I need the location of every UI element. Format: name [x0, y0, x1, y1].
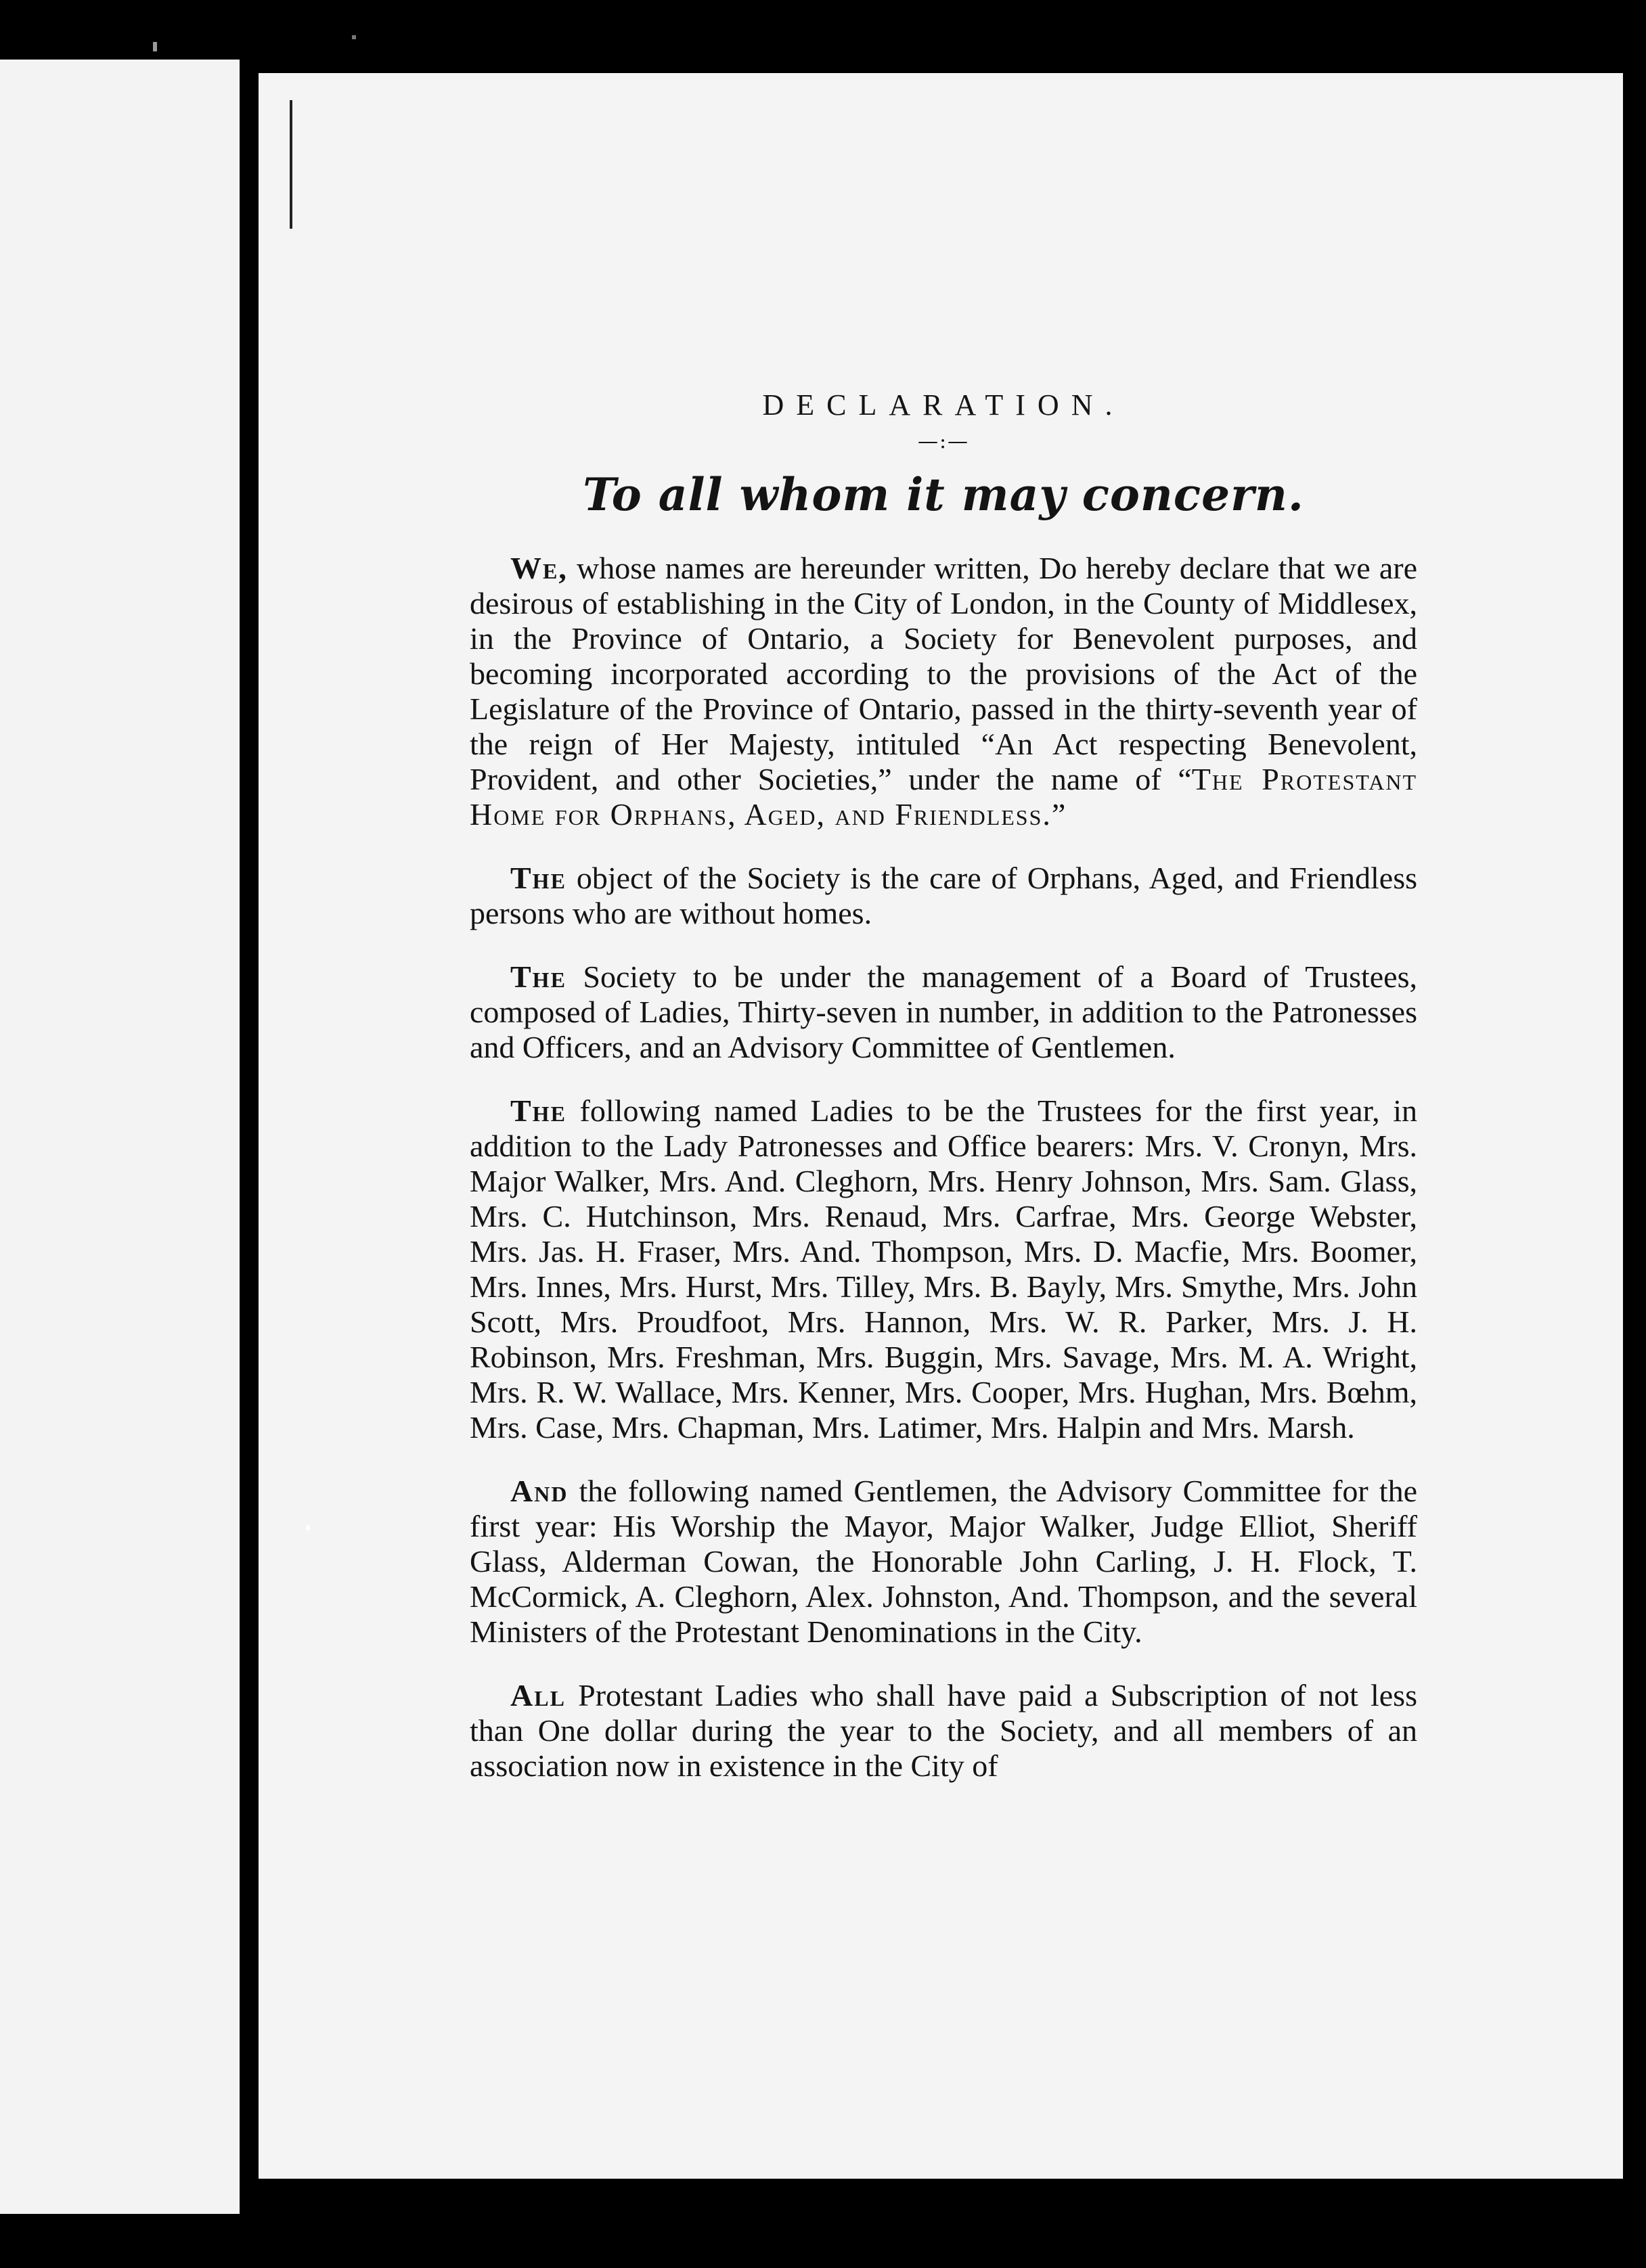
paragraph-object: [470, 861, 1417, 931]
paragraph-text: whose names are hereunder written, Do hereby declare that we are desirous of establishing in the City of London, in the County of Middlesex, in the Province of Ontario, a Society for Benevolent purposes, and becoming incorporated according to the provisions of the Act of the Legislature of the Province of Ontario, passed in the thirty-seventh year of the reign of Her Majesty, intituled “An Act respecting Benevolent, Provident, and other Societies,” under the name of “: [470, 551, 1417, 796]
paragraph-declaration: [470, 551, 1417, 832]
paragraph-text: following named Ladies to be the Trustees for the first year, in addition to the Lady Patronesses and Office bearers: Mrs. V. Cronyn, Mrs. Major Walker, Mrs. And. Cleghorn, Mrs. Henry Johnson, Mrs. Sam. Glass, Mrs. C. Hutchinson, Mrs. Renaud, Mrs. Carfrae, Mrs. George Webster, Mrs. Jas. H. Fraser, Mrs. And. Thompson, Mrs. D. Macfie, Mrs. Boomer, Mrs. Innes, Mrs. Hurst, Mrs. Tilley, Mrs. B. Bayly, Mrs. Smythe, Mrs. John Scott, Mrs. Proudfoot, Mrs. Hannon, Mrs. W. R. Parker, Mrs. J. H. Robinson, Mrs. Freshman, Mrs. Buggin, Mrs. Savage, Mrs. M. A. Wright, Mrs. R. W. Wallace, Mrs. Kenner, Mrs. Cooper, Mrs. Hughan, Mrs. Bœhm, Mrs. Case, Mrs. Chapman, Mrs. Latimer, Mrs. Halpin and Mrs. Marsh.: [470, 1093, 1417, 1445]
paragraph-lead: And: [510, 1474, 569, 1508]
scan-speck: [306, 1525, 310, 1530]
paragraph-lead: The: [510, 959, 566, 994]
paragraph-trustees: [470, 1093, 1417, 1445]
paragraph-text: Protestant Ladies who shall have paid a Subscription of not less than One dollar during the year to the Society, and all members of an association now in existence in the City of: [470, 1678, 1417, 1783]
document-subtitle: To all whom it may concern.: [583, 468, 1304, 521]
paragraph-advisory-committee: [470, 1474, 1417, 1650]
title-ornament: —:—: [917, 430, 970, 453]
paragraph-text: Society to be under the management of a Board of Trustees, composed of Ladies, Thirty-seven in number, in addition to the Patronesses and Officers, and an Advisory Committee of Gentlemen.: [470, 959, 1417, 1064]
scan-speck: [352, 35, 356, 39]
paragraph-lead: We,: [510, 551, 568, 585]
society-name: The Protestant Home for Orphans, Aged, and Friendless.: [470, 762, 1417, 832]
paragraph-lead: The: [510, 1093, 566, 1128]
paragraph-lead: All: [510, 1678, 566, 1713]
document-page: [259, 73, 1623, 2179]
paragraph-text-end: ”: [1051, 797, 1066, 832]
document-body: [470, 388, 1417, 1812]
facing-page-edge: [0, 60, 240, 2214]
paragraph-members: [470, 1678, 1417, 1784]
paragraph-text: the following named Gentlemen, the Advisory Committee for the first year: His Worship the Mayor, Major Walker, Judge Elliot, Sheriff Glass, Alderman Cowan, the Honorable John Carling, J. H. Flock, T. McCormick, A. Cleghorn, Alex. Johnston, And. Thompson, and the several Ministers of the Protestant Denominations in the City.: [470, 1474, 1417, 1649]
scan-speck: [153, 42, 157, 51]
paragraph-lead: The: [510, 861, 566, 895]
paragraph-text: object of the Society is the care of Orphans, Aged, and Friendless persons who are without homes.: [470, 861, 1417, 930]
paragraph-management: [470, 959, 1417, 1065]
document-title: DECLARATION.: [762, 388, 1125, 422]
